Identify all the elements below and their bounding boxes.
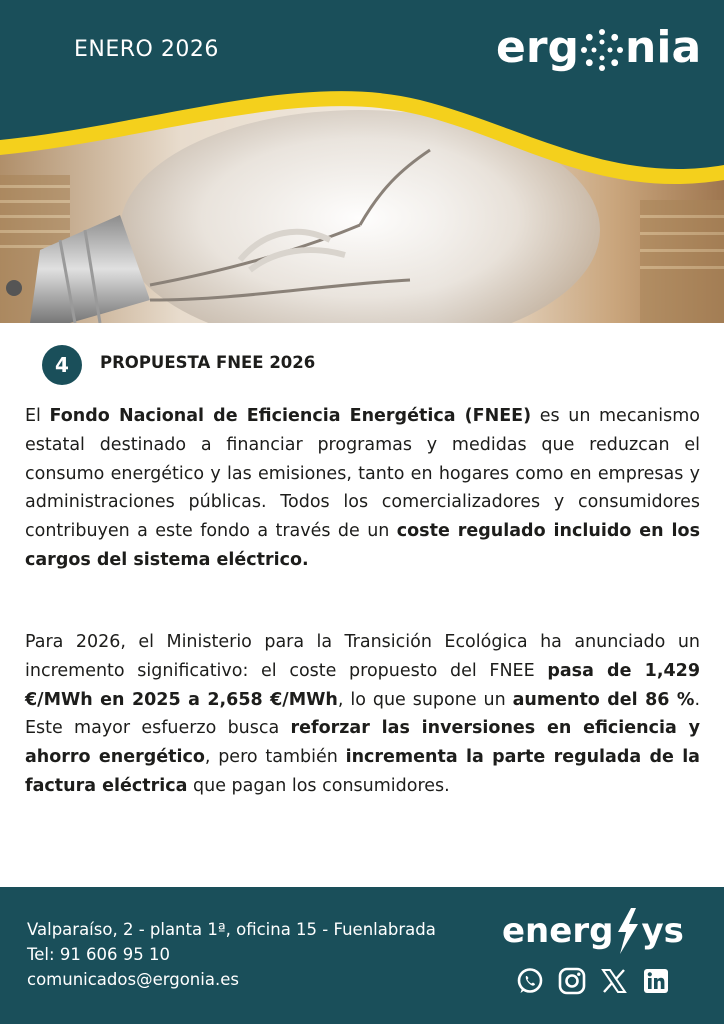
lightning-bolt-icon	[614, 908, 640, 954]
email-link[interactable]: comunicados@ergonia.es	[27, 970, 239, 989]
text-run: Para 2026, el Ministerio para la Transición Ecológica ha anunciado un incremento significativo: el coste propuesto del FNEE	[25, 632, 700, 681]
text-run: que pagan los consumidores.	[187, 775, 450, 796]
bold-text-run: reforzar las inversiones en eficiencia y ahorro energético	[25, 718, 700, 768]
bold-text-run: pasa de 1,429 €/MWh en 2025 a 2,658 €/MWh	[25, 660, 700, 710]
footer	[0, 887, 724, 1024]
energys-text-left: energ	[502, 911, 614, 951]
contact-info	[27, 917, 436, 992]
whatsapp-icon[interactable]	[516, 967, 544, 995]
text-run: es un mecanismo estatal destinado a financiar programas y medidas que reduzcan el consumo energético y las emisiones, tanto en hogares como en empresas y administraciones públicas. Todos los comercializadores y consumidores contribuyen a este fondo a través de un	[25, 406, 700, 542]
bold-text-run: incrementa la parte regulada de la factura eléctrica	[25, 747, 700, 796]
logo-dots-icon	[580, 28, 624, 72]
x-icon[interactable]	[600, 967, 628, 995]
social-links	[516, 967, 670, 995]
section-title: PROPUESTA FNEE 2026	[100, 353, 316, 372]
phone[interactable]: Tel: 91 606 95 10	[27, 945, 171, 964]
bold-text-run: aumento del 86 %	[512, 689, 695, 710]
instagram-icon[interactable]	[558, 967, 586, 995]
bold-text-run: Fondo Nacional de Eficiencia Energética (FNEE)	[49, 406, 532, 426]
text-run: , lo que supone un	[337, 689, 513, 710]
ergonia-logo	[496, 18, 701, 76]
paragraph-fnee-2026	[25, 628, 700, 801]
energys-text-right: ys	[641, 911, 684, 951]
paragraph-fnee-definition	[25, 402, 700, 575]
logo-text-right: nia	[625, 21, 702, 73]
linkedin-icon[interactable]	[642, 967, 670, 995]
text-run: , pero también	[204, 747, 346, 768]
bold-text-run: coste regulado incluido en los cargos del sistema eléctrico.	[25, 521, 700, 570]
header-banner	[0, 0, 724, 323]
address: Valparaíso, 2 - planta 1ª, oficina 15 - Fuenlabrada	[27, 920, 436, 939]
section-number-badge: 4	[42, 345, 82, 385]
text-run: . Este mayor esfuerzo busca	[25, 689, 701, 739]
logo-text-left: erg	[496, 21, 580, 73]
issue-date: ENERO 2026	[74, 37, 219, 62]
text-run: El	[25, 406, 50, 426]
energys-logo	[502, 907, 684, 955]
